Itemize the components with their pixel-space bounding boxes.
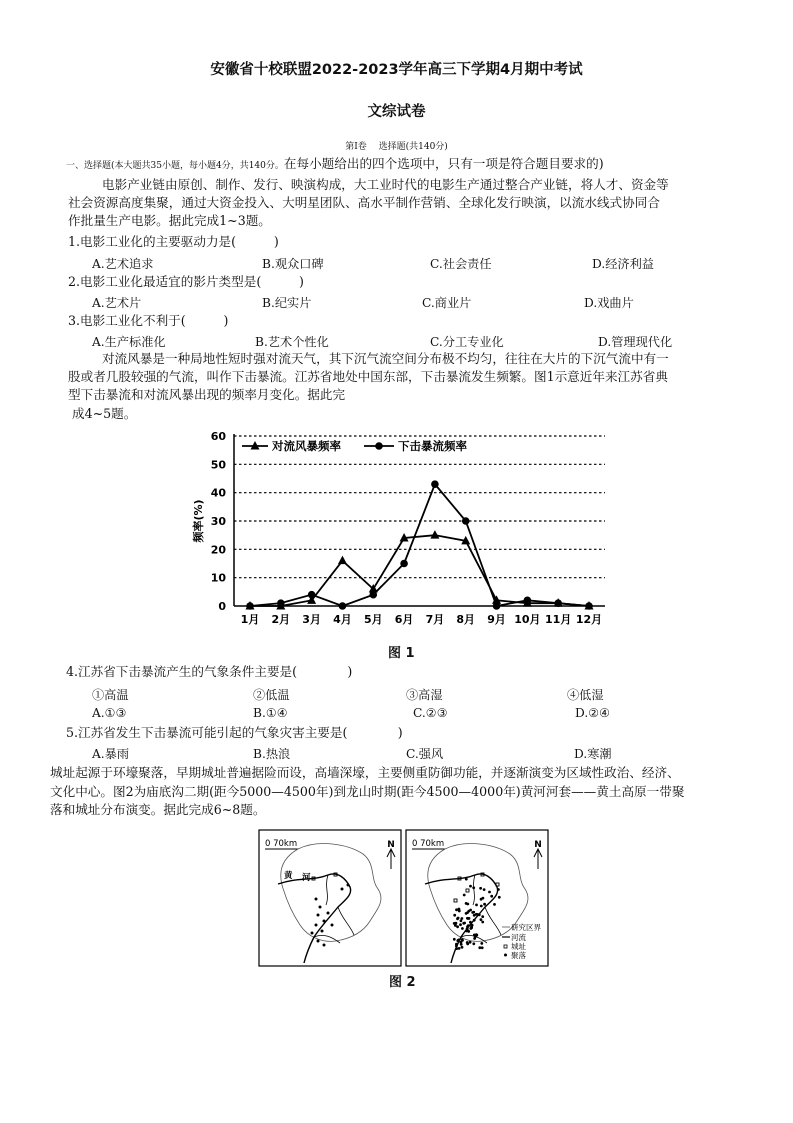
y-tick-label: 60 <box>210 430 226 443</box>
question-5-stem: 5.江苏省发生下击暴流可能引起的气象灾害主要是( ) <box>66 725 403 740</box>
x-tick-label: 9月 <box>487 613 506 626</box>
legend-boundary: 研究区界 <box>511 923 541 932</box>
settlement-dot <box>462 922 465 925</box>
settlement-dot <box>459 923 462 926</box>
data-point-circle <box>339 602 347 610</box>
settlement-dot <box>467 924 470 927</box>
settlement-dot <box>458 908 461 911</box>
x-tick-label: 5月 <box>363 613 383 626</box>
data-point-circle <box>308 591 316 599</box>
settlement-dot <box>481 921 484 924</box>
river-label-he-left: 河 <box>302 873 311 883</box>
legend-city-site: 城址 <box>511 942 526 951</box>
settlement-dot <box>476 913 479 916</box>
passage3-line2: 文化中心。图2为庙底沟二期(距今5000—4500年)到龙山时期(距今4500—4000年)黄河河套——黄土高原一带聚 <box>50 784 685 799</box>
q1-option-d[interactable]: D.经济利益 <box>592 257 654 271</box>
settlement-dot <box>467 917 470 920</box>
settlement-dot <box>457 917 460 920</box>
q5-option-a[interactable]: A.暴雨 <box>92 747 130 761</box>
settlement-dot <box>467 910 470 913</box>
question-1-stem: 1.电影工业化的主要驱动力是( ) <box>68 234 279 249</box>
figure-1-caption: 图 1 <box>388 646 415 661</box>
figure-2-caption: 图 2 <box>389 975 416 990</box>
x-tick-label: 1月 <box>240 613 260 626</box>
map-panel-later <box>406 830 548 966</box>
passage2-line4: 成4~5题。 <box>72 406 137 421</box>
q3-option-c[interactable]: C.分工专业化 <box>430 335 504 349</box>
series-line-1 <box>250 535 589 606</box>
y-axis-label: 频率(%) <box>192 499 205 543</box>
settlement-dot <box>483 903 486 906</box>
settlement-dot <box>497 888 500 891</box>
data-point-circle <box>524 597 532 605</box>
settlement-dot <box>461 927 464 930</box>
settlement-dot <box>480 942 483 945</box>
q2-option-c[interactable]: C.商业片 <box>422 296 472 310</box>
data-point-circle <box>493 602 501 610</box>
q2-option-b[interactable]: B.纪实片 <box>262 296 312 310</box>
y-tick-label: 50 <box>210 458 226 472</box>
settlement-dot <box>480 905 483 908</box>
settlement-dot <box>479 887 482 890</box>
data-point-circle <box>277 599 285 607</box>
q5-option-c[interactable]: C.强风 <box>406 747 444 761</box>
passage3-line1: 城址起源于环壕聚落，早期城址普遍据险而设，高墙深壕，主要侧重防御功能，并逐渐演变为区域性政治、经济、 <box>50 765 680 780</box>
passage1-line2: 社会资源高度集聚，通过大资金投入、大明星团队、高水平制作营销、全球化发行映演，以流水线式协同合 <box>68 195 660 210</box>
y-tick-label: 10 <box>210 571 226 585</box>
x-tick-label: 2月 <box>271 613 291 626</box>
q4-option-a[interactable]: A.①③ <box>92 706 127 720</box>
q4-item-2: ②低温 <box>253 688 290 702</box>
settlement-dot <box>481 946 484 949</box>
data-point-triangle <box>338 556 347 565</box>
settlement-dot <box>470 926 473 929</box>
y-tick-label: 0 <box>218 600 226 613</box>
map-scale-right: 0 70km <box>412 839 445 849</box>
x-tick-label: 11月 <box>545 613 572 626</box>
section-heading: 第Ⅰ卷 选择题(共140分) <box>345 142 448 152</box>
passage2-line1: 对流风暴是一种局地性短时强对流天气，其下沉气流空间分布极不均匀，往往在大片的下沉气流中有一 <box>102 351 669 366</box>
settlement-dot <box>469 941 472 944</box>
settlement-dot <box>463 894 466 897</box>
settlement-dot <box>469 921 472 924</box>
x-tick-label: 12月 <box>575 613 603 626</box>
instructions-small: 一、选择题(本大题共35小题，每小题4分，共140分。 <box>66 161 284 171</box>
exam-subtitle: 文综试卷 <box>367 104 426 120</box>
x-tick-label: 3月 <box>302 613 321 626</box>
q1-option-c[interactable]: C.社会责任 <box>430 257 492 271</box>
series-line-2 <box>250 484 589 606</box>
data-point-circle <box>431 480 439 488</box>
settlement-dot <box>493 903 496 906</box>
settlement-dot <box>488 891 491 894</box>
data-point-circle <box>554 599 562 607</box>
legend-river: 河流 <box>511 933 526 942</box>
settlement-dot <box>453 914 456 917</box>
q4-option-d[interactable]: D.②④ <box>575 706 611 720</box>
settlement-dot <box>460 941 463 944</box>
data-point-triangle <box>430 530 439 539</box>
x-tick-label: 4月 <box>333 613 352 626</box>
passage2-line2: 股或者几股较强的气流，叫作下击暴流。江苏省地处中国东部，下击暴流发生频繁。图1示意近年来江苏省典 <box>68 369 668 384</box>
q3-option-a[interactable]: A.生产标准化 <box>92 335 166 349</box>
question-3-stem: 3.电影工业化不利于( ) <box>68 313 229 328</box>
river-label-huang-left: 黄 <box>284 871 293 881</box>
data-point-circle <box>462 517 470 525</box>
settlement-dot <box>455 947 458 950</box>
q5-option-b[interactable]: B.热浪 <box>253 747 291 761</box>
y-tick-label: 40 <box>210 486 226 500</box>
settlement-dot <box>458 947 461 950</box>
settlement-dot <box>472 942 475 945</box>
legend-settlement: 聚落 <box>511 951 526 960</box>
settlement-dot <box>461 938 464 941</box>
settlement-dot <box>461 946 464 949</box>
q3-option-b[interactable]: B.艺术个性化 <box>255 335 329 349</box>
question-2-stem: 2.电影工业化最适宜的影片类型是( ) <box>68 274 304 289</box>
passage1-line1: 电影产业链由原创、制作、发行、映演构成，大工业时代的电影生产通过整合产业链，将人才、资金等 <box>102 177 669 192</box>
settlement-dot <box>465 878 468 881</box>
y-tick-label: 30 <box>210 515 226 528</box>
q3-option-d[interactable]: D.管理现代化 <box>598 335 673 349</box>
settlement-dot <box>481 915 484 918</box>
settlement-dot <box>471 911 474 914</box>
settlement-dot <box>498 896 501 899</box>
y-tick-label: 20 <box>210 543 226 557</box>
settlement-dot <box>480 918 483 921</box>
settlement-dot <box>460 919 463 922</box>
map-panel-early <box>259 830 401 966</box>
legend-label-1: 对流风暴频率 <box>272 439 341 453</box>
q5-option-d[interactable]: D.寒潮 <box>574 747 612 761</box>
settlement-dot <box>455 922 458 925</box>
settlement-dot <box>455 945 458 948</box>
question-4-stem: 4.江苏省下击暴流产生的气象条件主要是( ) <box>66 664 353 679</box>
settlement-dot <box>453 938 456 941</box>
exam-title: 安徽省十校联盟2022-2023学年高三下学期4月期中考试 <box>210 62 583 78</box>
q2-option-d[interactable]: D.戏曲片 <box>584 296 634 310</box>
x-tick-label: 6月 <box>394 613 414 626</box>
instructions <box>66 156 604 174</box>
settlement-dot <box>473 919 476 922</box>
settlement-dot <box>456 939 459 942</box>
settlement-dot <box>469 885 472 888</box>
q4-option-c[interactable]: C.②③ <box>413 706 448 720</box>
settlement-dot <box>490 895 493 898</box>
passage1-line3: 作批量生产电影。据此完成1~3题。 <box>68 213 271 228</box>
data-point-circle <box>400 560 408 568</box>
q1-option-b[interactable]: B.观众口碑 <box>262 257 324 271</box>
settlement-dot <box>472 886 475 889</box>
data-point-circle <box>369 591 377 599</box>
legend-label-2: 下击暴流频率 <box>398 439 467 453</box>
data-point-circle <box>246 602 254 610</box>
north-label-left: N <box>387 840 395 850</box>
figure-1-chart <box>190 424 615 634</box>
settlement-dot <box>483 888 486 891</box>
q4-option-b[interactable]: B.①④ <box>253 706 288 720</box>
settlement-dot <box>482 897 485 900</box>
settlement-dot <box>465 912 468 915</box>
x-tick-label: 7月 <box>425 613 445 626</box>
settlement-dot <box>478 946 481 949</box>
legend-marker-circle <box>375 442 383 450</box>
settlement-dot <box>475 904 478 907</box>
q4-item-1: ①高温 <box>92 688 129 702</box>
x-tick-label: 8月 <box>456 613 476 626</box>
settlement-dot <box>455 908 458 911</box>
passage3-line3: 落和城址分布演变。据此完成6~8题。 <box>50 802 266 817</box>
q1-option-a[interactable]: A.艺术追求 <box>92 257 154 271</box>
settlement-dot <box>466 943 469 946</box>
north-label-right: N <box>534 840 542 850</box>
passage2-line3: 型下击暴流和对流风暴出现的频率月变化。据此完 <box>68 387 346 402</box>
x-tick-label: 10月 <box>514 613 541 626</box>
data-point-circle <box>585 602 593 610</box>
q2-option-a[interactable]: A.艺术片 <box>92 296 142 310</box>
settlement-dot <box>466 903 469 906</box>
q4-item-3: ③高湿 <box>406 688 443 702</box>
q4-item-4: ④低湿 <box>567 688 604 702</box>
figure-2-maps <box>258 829 550 969</box>
instructions-main: 在每小题给出的四个选项中，只有一项是符合题目要求的) <box>283 156 604 171</box>
map-scale-left: 0 70km <box>265 839 298 849</box>
settlement-dot <box>474 936 477 939</box>
